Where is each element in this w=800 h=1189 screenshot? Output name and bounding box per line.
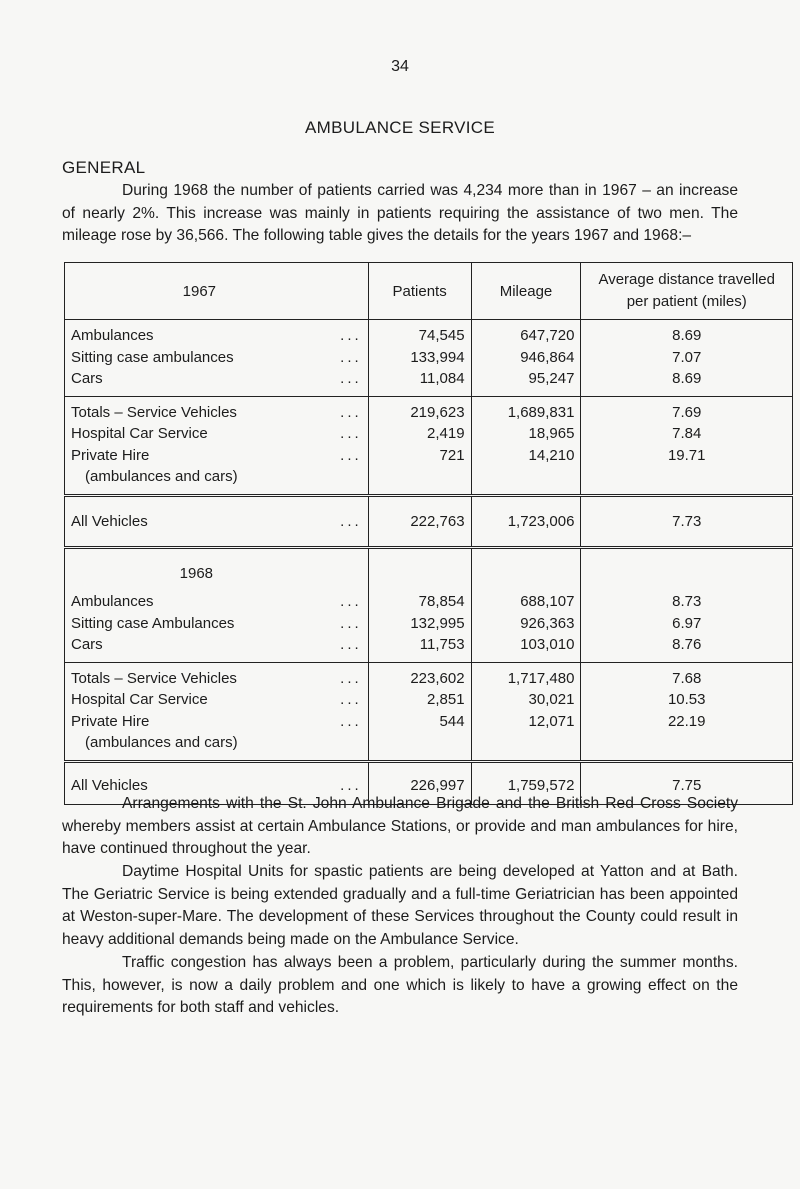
cell-average: 10.53 — [667, 691, 706, 708]
cell-patients: 544 — [439, 712, 465, 730]
cell-mileage: 1,723,006 — [507, 512, 575, 530]
paragraph-traffic: Traffic congestion has always been a problem, particularly during the summer months. This, however, is now a daily problem and one which is likely to have a growing effect on the requirements for both staff and vehicles. — [62, 954, 738, 1016]
cell-mileage: 30,021 — [528, 691, 575, 708]
cell-mileage: 926,363 — [520, 614, 575, 632]
cell-mileage: 12,071 — [528, 712, 575, 730]
year-1968-heading: 1968 — [179, 565, 214, 582]
paragraph-arrangements: Arrangements with the St. John Ambulance Brigade and the British Red Cross Society whereby members assist at certain Ambulance Stations, or provide and man ambulances for hire, have continued throughout the year. — [62, 795, 738, 857]
cell-patients: 226,997 — [410, 776, 465, 794]
cell-mileage: 1,689,831 — [507, 403, 575, 421]
cell-average: 8.69 — [672, 370, 702, 387]
cell-mileage: 1,759,572 — [507, 776, 575, 794]
table-group-1967-totals: Totals – Service Vehicles ... Hospital Car Service ... Private Hire ... (ambulances and cars) 219,623 2,419 721 1,689,831 18,965 14,210 7.69 7.84 19.71 — [65, 396, 793, 495]
page-number: 34 — [391, 58, 409, 75]
table-group-1967-vehicles — [65, 320, 793, 397]
cell-patients: 11,084 — [419, 370, 465, 387]
cell-patients: 74,545 — [418, 327, 465, 344]
cell-average: 7.73 — [672, 512, 702, 530]
cell-average: 7.07 — [672, 348, 702, 366]
cell-average: 7.84 — [672, 425, 702, 442]
cell-mileage: 647,720 — [520, 327, 575, 344]
cell-patients: 2,419 — [427, 425, 465, 442]
cell-mileage: 103,010 — [520, 636, 575, 653]
table-group-1968-totals: Totals – Service Vehicles ... Hospital Car Service ... Private Hire ... (ambulances and cars) 223,602 2,851 544 1,717,480 30,021 12,071 7.68 10.53 22.19 — [65, 662, 793, 761]
row-label: Sitting case ambulances ... — [71, 348, 362, 366]
cell-mileage: 688,107 — [520, 593, 575, 610]
row-note: (ambulances and cars) — [85, 734, 238, 751]
cell-mileage: 95,247 — [528, 370, 575, 387]
ambulance-statistics-table — [64, 262, 793, 805]
cell-patients: 11,753 — [419, 636, 465, 653]
cell-average: 8.76 — [672, 636, 702, 653]
cell-average: 19.71 — [667, 446, 706, 464]
row-label: Cars — [71, 636, 103, 653]
cell-patients: 2,851 — [427, 691, 465, 708]
row-label: Cars ... — [71, 370, 362, 387]
row-label: Hospital Car Service — [71, 691, 208, 708]
cell-mileage: 1,717,480 — [507, 669, 575, 687]
cell-average: 8.73 — [672, 593, 702, 610]
header-average: Average distance travelled per patient (miles) — [581, 263, 793, 320]
cell-mileage: 18,965 — [528, 425, 575, 442]
cell-average: 7.69 — [672, 403, 702, 421]
header-mileage: Mileage — [471, 263, 581, 320]
row-label: Ambulances — [71, 593, 154, 610]
cell-patients: 721 — [439, 446, 465, 464]
header-patients: Patients — [368, 263, 471, 320]
row-label: Private Hire — [71, 712, 150, 730]
table-group-1968-vehicles: 1968 Ambulances ... Sitting case Ambulances ... Cars ... 78,854 132,995 11,753 688,107 926,363 103,010 8.73 6.97 8.76 — [65, 548, 793, 663]
row-label: All Vehicles — [71, 776, 148, 794]
row-label: Totals – Service Vehicles — [71, 669, 237, 687]
row-label: Private Hire — [71, 446, 150, 464]
cell-average: 7.75 — [672, 776, 702, 794]
row-label: Ambulances ... — [71, 327, 362, 344]
cell-patients: 133,994 — [410, 348, 465, 366]
paragraph-daytime-units: Daytime Hospital Units for spastic patients are being developed at Yatton and at Bath. The Geriatric Service is being extended gradually and a full-time Geriatrician has been appointed at Weston-super-Mare. The development of these Services throughout the County could result in heavy additional demands being made on the Ambulance Service. — [62, 863, 738, 948]
cell-mileage: 14,210 — [528, 446, 575, 464]
cell-patients: 132,995 — [410, 614, 465, 632]
table-row-1968-all-vehicles: All Vehicles ... 226,997 1,759,572 7.75 — [65, 761, 793, 805]
section-heading: GENERAL — [62, 158, 146, 177]
cell-average: 6.97 — [672, 614, 702, 632]
cell-average: 8.69 — [672, 327, 702, 344]
cell-average: 7.68 — [672, 669, 702, 687]
cell-patients: 222,763 — [410, 512, 465, 530]
cell-patients: 223,602 — [410, 669, 465, 687]
cell-average: 22.19 — [667, 712, 706, 730]
row-label: Hospital Car Service — [71, 425, 208, 442]
intro-paragraph: During 1968 the number of patients carried was 4,234 more than in 1967 – an increase of nearly 2%. This increase was mainly in patients requiring the assistance of two men. The mileage rose by 36,566. The following table gives the details for the years 1967 and 1968:– — [62, 182, 738, 244]
cell-mileage: 946,864 — [520, 348, 575, 366]
cell-patients: 219,623 — [410, 403, 465, 421]
header-year-1967: 1967 — [65, 263, 369, 320]
row-note: (ambulances and cars) — [85, 468, 238, 485]
cell-patients: 78,854 — [418, 593, 465, 610]
row-label: Totals – Service Vehicles — [71, 403, 237, 421]
table-row-1967-all-vehicles: All Vehicles ... 222,763 1,723,006 7.73 — [65, 495, 793, 548]
row-label: Sitting case Ambulances — [71, 614, 235, 632]
row-label: All Vehicles — [71, 512, 148, 530]
page-title: AMBULANCE SERVICE — [305, 118, 495, 137]
